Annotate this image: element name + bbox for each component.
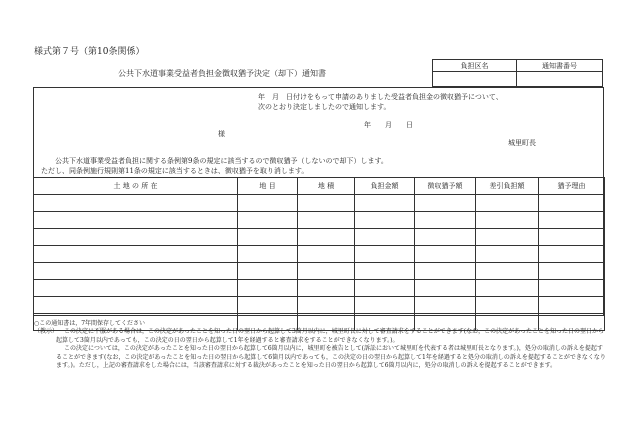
table-cell[interactable] <box>238 212 298 229</box>
instruction-label: （教示） <box>34 328 59 336</box>
retention-note: ○この通知書は，7年間保存してください <box>34 320 146 327</box>
table-cell[interactable] <box>539 195 605 212</box>
table-cell[interactable] <box>415 195 476 212</box>
table-cell[interactable] <box>238 263 298 280</box>
table-cell[interactable] <box>238 195 298 212</box>
instruction-paragraph-1: この決定に不服がある場合は，この決定があったことを知った日の翌日から起算して3箇月以内に，城里町長に対して審査請求をすることができます(なお，この決定があったことを知った日の翌日から起算して3箇月以内であっても，この決定の日の翌日から起算して1年を経過すると審査請求をすることができなくなります。)。 <box>56 328 605 344</box>
table-row <box>34 280 605 297</box>
header-info-table <box>432 59 603 87</box>
table-cell[interactable] <box>298 229 355 246</box>
col-land-location: 土 地 の 所 在 <box>34 178 238 195</box>
body-line-1: 公共下水道事業受益者負担に関する条例第9条の規定に該当するので徴収猶予（しないので却下）します。 <box>55 157 388 165</box>
table-cell[interactable] <box>539 280 605 297</box>
district-label: 負担区名 <box>433 60 517 72</box>
table-cell[interactable] <box>476 229 539 246</box>
table-cell[interactable] <box>355 263 415 280</box>
col-charge-amount: 負担金額 <box>355 178 415 195</box>
table-row <box>34 263 605 280</box>
table-row <box>34 195 605 212</box>
col-land-area: 地 積 <box>298 178 355 195</box>
table-cell[interactable] <box>34 246 238 263</box>
table-cell[interactable] <box>355 297 415 314</box>
table-row <box>34 246 605 263</box>
table-cell[interactable] <box>415 246 476 263</box>
table-cell[interactable] <box>298 263 355 280</box>
notice-number-label: 通知書番号 <box>517 60 603 72</box>
district-field[interactable] <box>433 72 517 87</box>
table-cell[interactable] <box>238 246 298 263</box>
land-table <box>33 177 605 331</box>
table-cell[interactable] <box>539 212 605 229</box>
col-net-charge: 差引負担額 <box>476 178 539 195</box>
instruction-block <box>34 328 606 370</box>
table-cell[interactable] <box>539 263 605 280</box>
table-row <box>34 229 605 246</box>
form-number: 様式第７号（第10条関係） <box>34 47 145 57</box>
table-cell[interactable] <box>355 229 415 246</box>
issue-date: 年 月 日 <box>364 121 413 129</box>
table-cell[interactable] <box>415 229 476 246</box>
intro-line-2: 次のとおり決定しましたので通知します。 <box>258 103 391 111</box>
table-cell[interactable] <box>298 280 355 297</box>
table-cell[interactable] <box>476 246 539 263</box>
table-cell[interactable] <box>34 229 238 246</box>
table-cell[interactable] <box>415 280 476 297</box>
issuer-name: 城里町長 <box>508 139 536 147</box>
col-deferral-amount: 徴収猶予額 <box>415 178 476 195</box>
table-cell[interactable] <box>476 280 539 297</box>
table-row <box>34 212 605 229</box>
table-cell[interactable] <box>298 297 355 314</box>
table-cell[interactable] <box>476 297 539 314</box>
addressee-suffix: 様 <box>218 130 225 138</box>
form-title: 公共下水道事業受益者負担金徴収猶予決定（却下）通知書 <box>118 69 326 78</box>
notes-section <box>34 320 606 370</box>
table-cell[interactable] <box>476 212 539 229</box>
col-land-category: 地 目 <box>238 178 298 195</box>
table-cell[interactable] <box>415 263 476 280</box>
intro-line-1: 年 月 日付けをもって申請のありました受益者負担金の徴収猶予について、 <box>258 93 503 101</box>
table-cell[interactable] <box>298 195 355 212</box>
table-cell[interactable] <box>298 246 355 263</box>
col-deferral-reason: 猶予理由 <box>539 178 605 195</box>
table-cell[interactable] <box>34 212 238 229</box>
table-cell[interactable] <box>539 229 605 246</box>
table-cell[interactable] <box>415 297 476 314</box>
table-cell[interactable] <box>355 246 415 263</box>
table-cell[interactable] <box>355 280 415 297</box>
table-cell[interactable] <box>355 195 415 212</box>
table-cell[interactable] <box>355 212 415 229</box>
table-cell[interactable] <box>415 212 476 229</box>
table-cell[interactable] <box>34 195 238 212</box>
table-cell[interactable] <box>539 246 605 263</box>
table-cell[interactable] <box>34 263 238 280</box>
table-cell[interactable] <box>238 297 298 314</box>
table-cell[interactable] <box>476 263 539 280</box>
table-row <box>34 297 605 314</box>
instruction-paragraph-2: この決定については，この決定があったことを知った日の翌日から起算して6箇月以内に，城里町を被告として(訴訟において城里町を代表する者は城里町長となります。)，処分の取消しの訴えを提起することができます(なお，この決定があったことを知った日の翌日から起算して6箇月以内であっても，この決定の日の翌日から起算して1年を経過すると処分の取消しの訴えを提起することができなくなります。)。ただし，上記の審査請求をした場合には，当該審査請求に対する裁決があったことを知った日の翌日から起算して6箇月以内に，処分の取消しの訴えを提起することができます。 <box>56 345 606 370</box>
table-cell[interactable] <box>34 280 238 297</box>
table-cell[interactable] <box>34 297 238 314</box>
table-cell[interactable] <box>298 212 355 229</box>
table-cell[interactable] <box>238 280 298 297</box>
notice-number-field[interactable] <box>517 72 603 87</box>
table-cell[interactable] <box>476 195 539 212</box>
body-line-2: ただし、同条例施行規則第11条の規定に該当するときは、徴収猶予を取り消します。 <box>41 167 309 175</box>
table-header-row <box>34 178 605 195</box>
table-cell[interactable] <box>539 297 605 314</box>
table-cell[interactable] <box>238 229 298 246</box>
